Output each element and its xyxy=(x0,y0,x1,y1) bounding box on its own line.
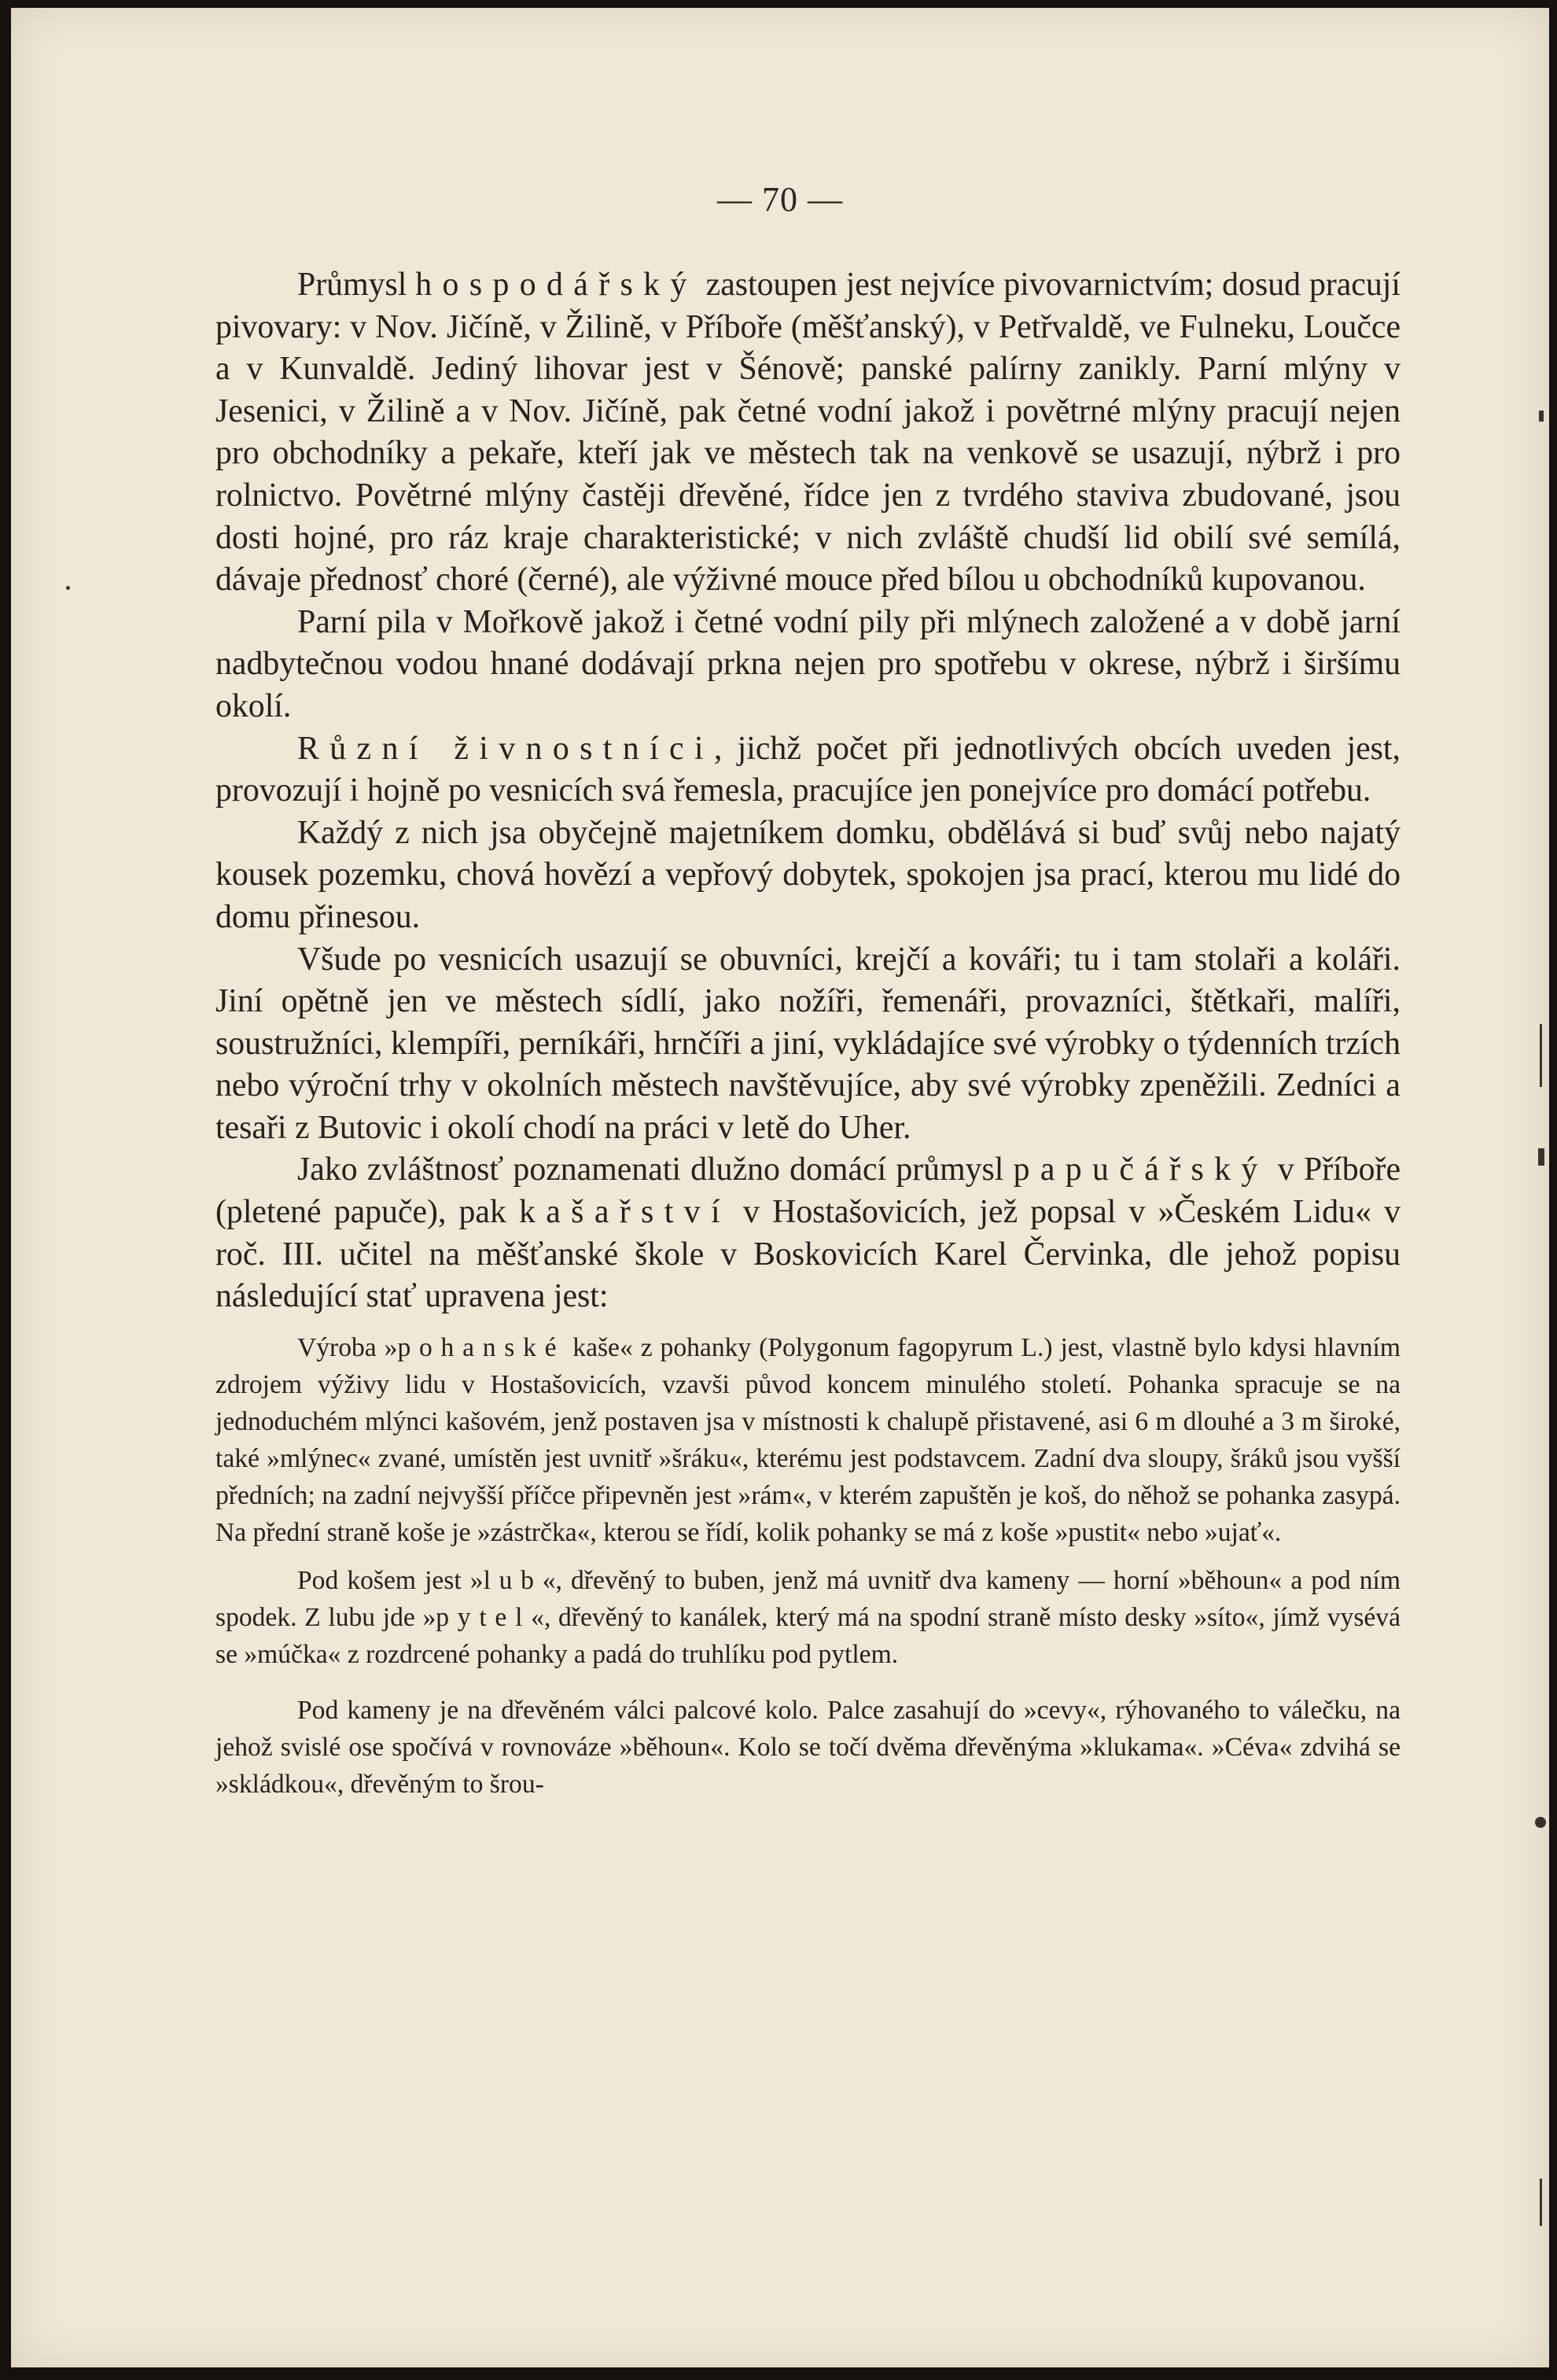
spaced-term: kašařství xyxy=(518,1194,731,1231)
book-page xyxy=(11,8,1549,2367)
paragraph-household: Každý z nich jsa obyčejně majetníkem domku, obdělává si buď svůj nebo najatý kousek pozemku, chová hovězí a vepřový dobytek, spokojen jsa prací, kterou mu lidé do domu přinesou. xyxy=(215,814,1401,935)
scan-mark xyxy=(1538,1148,1544,1166)
paragraph-industry xyxy=(215,264,1401,602)
text-run: kaše« z pohanky (Polygonum fagopyrum L.) jest, vlastně bylo kdysi hlavním zdrojem výživy lidu v Hostašovicích, vzavši původ koncem minulého století. Pohanka spracuje se na jednoduchém mlýnci kašovém, jenž postaven jsa v místnosti k chalupě přistavené, asi 6 m dlouhé a 3 m široké, také »mlýnec« zvané, umístěn jest uvnitř »šráku«, kterému jest podstavcem. Zadní dva sloupy, šráků jsou vyšší předních; na zadní nejvyšší příčce připevněn jest »rám«, v kterém zapuštěn je koš, do něhož se pohanka zasypá. Na přední straně koše je »zástrčka«, kterou se řídí, kolik pohanky se má z koše »pustit« nebo »ujať«. xyxy=(215,1332,1401,1547)
text-run: v Příboře (pletené papuče), pak xyxy=(215,1151,1401,1231)
spaced-term: hospodářský xyxy=(415,267,698,303)
paragraph-sawmill: Parní pila v Mořkově jakož i četné vodní pily při mlýnech založené a v době jarní nadbytečnou vodou hnané dodávají prkna nejen pro spotřebu v okrese, nýbrž i širšímu okolí. xyxy=(215,603,1401,724)
text-run: Výroba » xyxy=(297,1332,398,1362)
spaced-term: pytel xyxy=(436,1602,532,1632)
text-run: Pod košem jest » xyxy=(297,1565,484,1595)
page-body xyxy=(215,264,1401,1803)
text-run: v Hostašovicích, jež popsal v »Českém Lidu« v roč. III. učitel na měšťanské škole v Boskovicích Karel Červinka, dle jehož popisu následující stať upravena jest: xyxy=(215,1194,1401,1315)
text-run: zastoupen jest nejvíce pivovarnictvím; dosud pracují pivovary: v Nov. Jičíně, v Žilině, v Příboře (měšťanský), v Petřvaldě, ve Fulneku, Loučce a v Kunvaldě. Jediný lihovar jest v Šénově; panské palírny zanikly. Parní mlýny v Jesenici, v Žilině a v Nov. Jičíně, pak četné vodní jakož i povětrné mlýny pracují nejen pro obchodníky a pekaře, kteří jak ve městech tak na venkově se usazují, nýbrž i pro rolnictvo. Povětrné mlýny častěji dřevěné, řídce jen z tvrdého staviva zbudované, jsou dosti hojné, pro ráz kraje charakteristické; v nich zvláště chudší lid obilí své semílá, dávaje přednosť choré (černé), ale výživné mouce před bílou u obchodníků kupovanou. xyxy=(215,267,1401,599)
spaced-term: Různí živnostníci xyxy=(297,730,714,767)
spaced-term: lub xyxy=(483,1565,543,1595)
scan-mark xyxy=(1540,2179,1542,2226)
small-paragraph-drum xyxy=(215,1562,1401,1673)
paragraph-special-industry xyxy=(215,1149,1401,1317)
spaced-term: pohanské xyxy=(397,1332,565,1362)
text-run: Jako zvláštnosť poznamenati dlužno domácí průmysl xyxy=(297,1151,1014,1188)
text-run: Průmysl xyxy=(297,267,416,303)
text-run: «, dřevěný to buben, jenž má uvnitř dva kameny — horní »běhoun« a pod ním spodek. Z lubu jde » xyxy=(215,1565,1401,1632)
scan-mark xyxy=(1540,1024,1542,1087)
scan-mark xyxy=(66,586,70,590)
small-paragraph-wheel: Pod kameny je na dřevěném válci palcové kolo. Palce zasahují do »cevy«, rýhovaného to válečku, na jehož svislé ose spočívá v rovnováze »běhoun«. Kolo se točí dvěma dřevěnýma »klukama«. »Céva« zdvihá se »skládkou«, dřevěným to šrou- xyxy=(215,1695,1401,1799)
small-paragraph-porridge xyxy=(215,1329,1401,1551)
paragraph-tradesmen xyxy=(215,728,1401,812)
scan-mark xyxy=(1535,1817,1546,1828)
scan-mark xyxy=(1539,411,1544,422)
spaced-term: papučářský xyxy=(1013,1151,1268,1188)
paragraph-crafts: Všude po vesnicích usazují se obuvníci, krejčí a kováři; tu i tam stolaři a koláři. Jiní opětně jen ve městech sídlí, jako nožíři, řemenáři, provazníci, štětkaři, malíři, soustružníci, klempíři, perníkáři, hrnčíři a jiní, vykládajíce své výrobky o týdenních trzích nebo výroční trhy v okolních městech navštěvujíce, aby své výrobky zpeněžili. Zedníci a tesaři z Butovic i okolí chodí na práci v letě do Uher. xyxy=(215,941,1401,1146)
page-number: — 70 — xyxy=(717,180,843,219)
text-run: , jichž počet při jednotlivých obcích uveden jest, provozují i hojně po vesnicích svá řemesla, pracujíce jen ponejvíce pro domácí potřebu. xyxy=(215,730,1401,809)
text-run: «, dřevěný to kanálek, který má na spodní straně místo desky »síto«, jímž vysévá se »múčka« z rozdrcené pohanky a padá do truhlíku pod pytlem. xyxy=(215,1602,1401,1669)
